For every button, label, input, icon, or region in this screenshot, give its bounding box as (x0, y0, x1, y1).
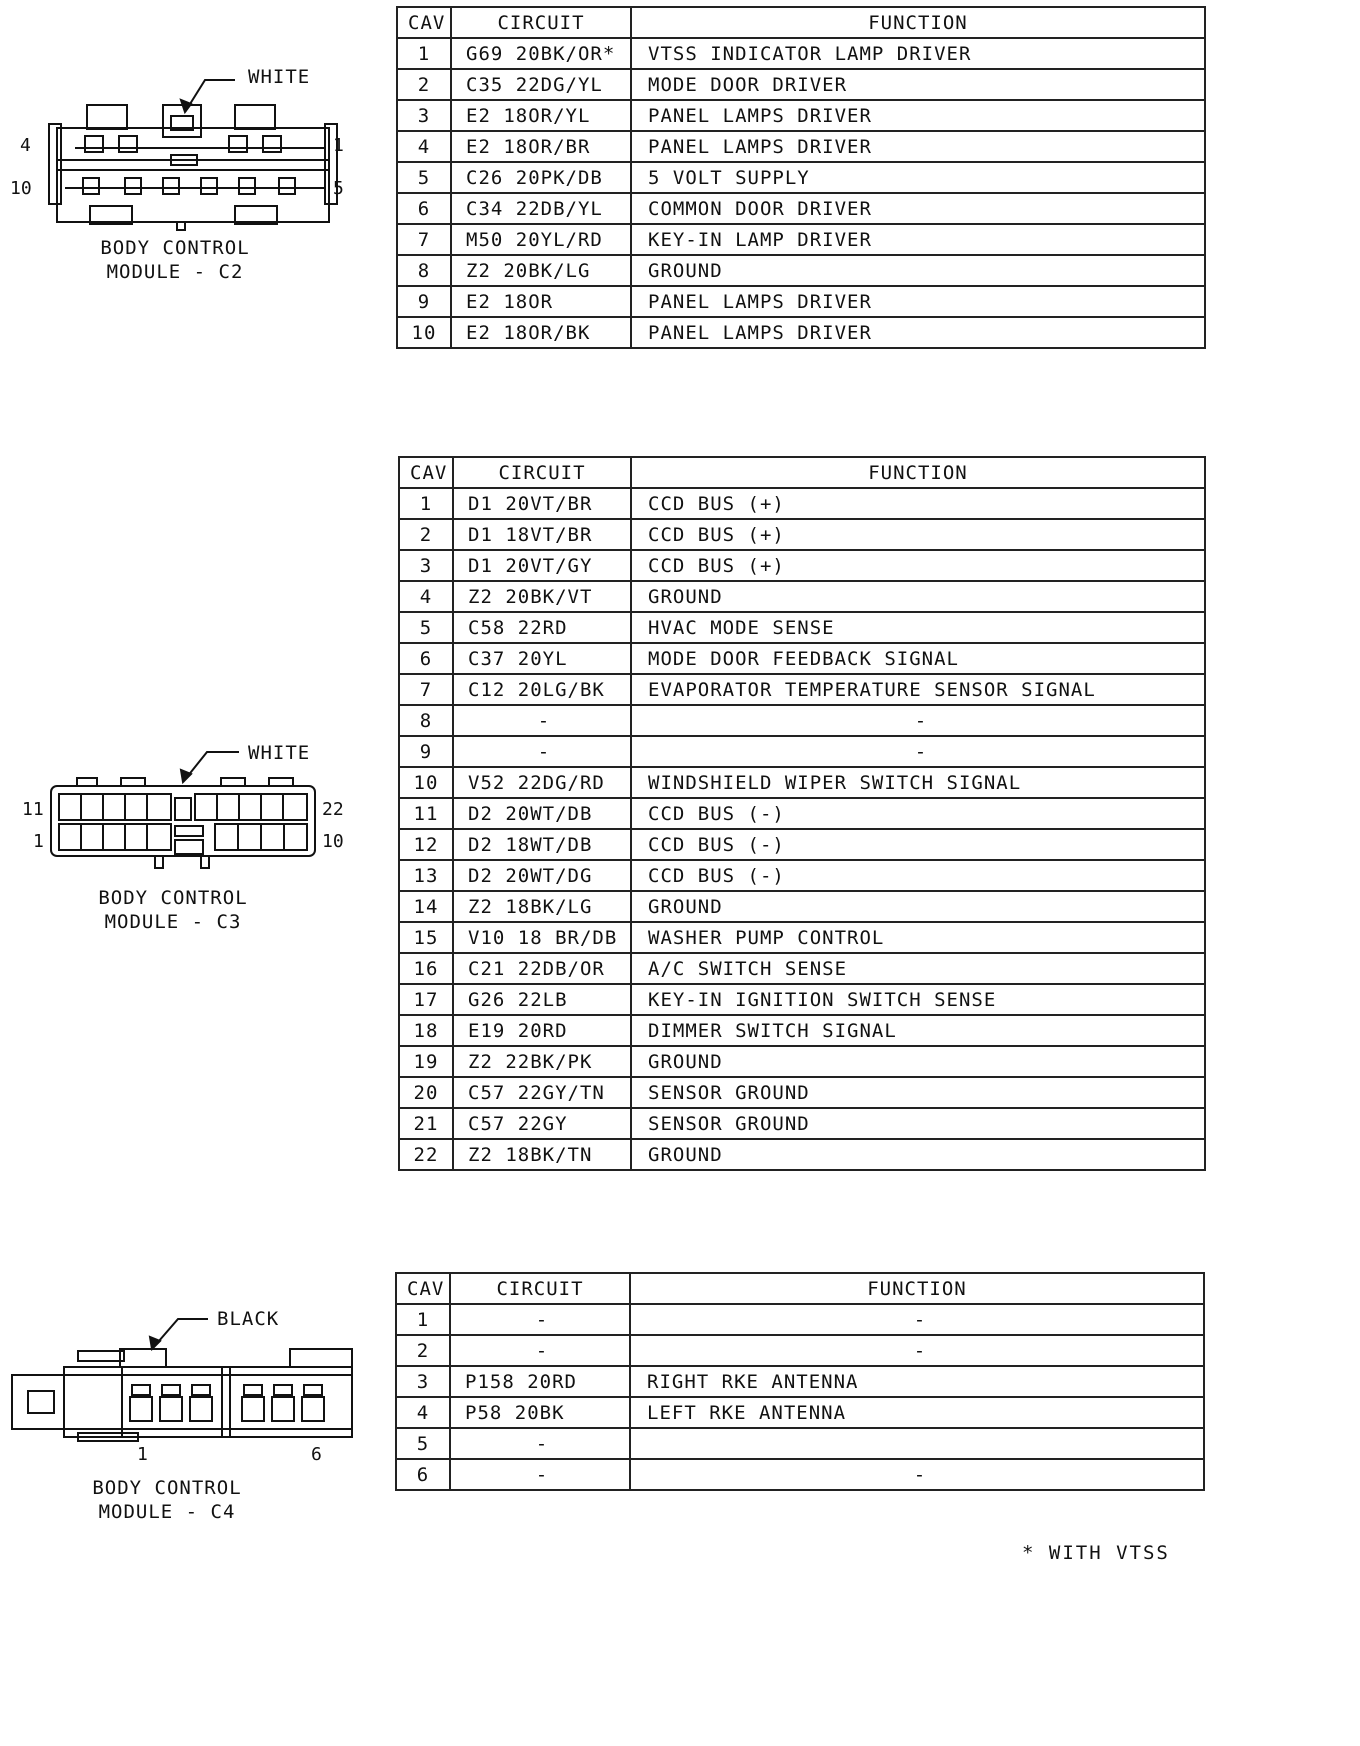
circuit-cell: C58 22RD (453, 612, 631, 643)
cav-cell: 4 (396, 1397, 450, 1428)
cav-cell: 6 (399, 643, 453, 674)
header-function: FUNCTION (631, 457, 1205, 488)
function-cell: PANEL LAMPS DRIVER (631, 286, 1205, 317)
connector-c4-label: BODY CONTROL MODULE - C4 (92, 1477, 242, 1523)
table-row (399, 767, 1205, 798)
table-row (397, 162, 1205, 193)
table-row (399, 488, 1205, 519)
table-header-row (397, 7, 1205, 38)
function-cell: WINDSHIELD WIPER SWITCH SIGNAL (631, 767, 1205, 798)
circuit-cell: Z2 20BK/LG (451, 255, 631, 286)
cav-cell: 1 (397, 38, 451, 69)
cav-cell: 2 (396, 1335, 450, 1366)
cav-cell: 9 (399, 736, 453, 767)
connector-c2-table-body (397, 38, 1205, 348)
function-cell: KEY-IN IGNITION SWITCH SENSE (631, 984, 1205, 1015)
header-cav: CAV (397, 7, 451, 38)
function-cell: CCD BUS (+) (631, 550, 1205, 581)
cav-cell: 7 (399, 674, 453, 705)
table-row (399, 1015, 1205, 1046)
circuit-cell: - (450, 1459, 630, 1490)
circuit-cell: M50 20YL/RD (451, 224, 631, 255)
function-cell: GROUND (631, 255, 1205, 286)
connector-c2-pin-top-left: 4 (20, 135, 31, 156)
circuit-cell: E2 18OR/YL (451, 100, 631, 131)
cav-cell: 19 (399, 1046, 453, 1077)
circuit-cell: D1 20VT/BR (453, 488, 631, 519)
function-cell: HVAC MODE SENSE (631, 612, 1205, 643)
circuit-cell: - (453, 736, 631, 767)
connector-c3-label: BODY CONTROL MODULE - C3 (98, 887, 248, 933)
connector-c4-svg (10, 1305, 360, 1455)
table-row (397, 193, 1205, 224)
header-cav: CAV (396, 1273, 450, 1304)
circuit-cell: P58 20BK (450, 1397, 630, 1428)
table-header-row (396, 1273, 1204, 1304)
table-row (397, 38, 1205, 69)
function-cell: SENSOR GROUND (631, 1077, 1205, 1108)
connector-c2-drawing (35, 60, 365, 240)
function-cell: CCD BUS (+) (631, 488, 1205, 519)
circuit-cell: P158 20RD (450, 1366, 630, 1397)
function-cell: SENSOR GROUND (631, 1108, 1205, 1139)
connector-c3-table (398, 456, 1206, 1171)
function-cell: GROUND (631, 1139, 1205, 1170)
table-row (399, 891, 1205, 922)
table-row (399, 798, 1205, 829)
function-cell: MODE DOOR FEEDBACK SIGNAL (631, 643, 1205, 674)
cav-cell: 2 (397, 69, 451, 100)
circuit-cell: Z2 18BK/TN (453, 1139, 631, 1170)
circuit-cell: - (450, 1428, 630, 1459)
cav-cell: 1 (396, 1304, 450, 1335)
function-cell: PANEL LAMPS DRIVER (631, 100, 1205, 131)
table-row (399, 674, 1205, 705)
cav-cell: 5 (396, 1428, 450, 1459)
connector-c3-pin-bottom-left: 1 (33, 831, 44, 852)
cav-cell: 9 (397, 286, 451, 317)
circuit-cell: Z2 18BK/LG (453, 891, 631, 922)
circuit-cell: C34 22DB/YL (451, 193, 631, 224)
cav-cell: 12 (399, 829, 453, 860)
circuit-cell: E2 18OR/BR (451, 131, 631, 162)
connector-c4-table (395, 1272, 1205, 1491)
connector-c4-pin-left: 1 (137, 1444, 148, 1465)
cav-cell: 18 (399, 1015, 453, 1046)
function-cell: LEFT RKE ANTENNA (630, 1397, 1204, 1428)
function-cell: - (630, 1459, 1204, 1490)
connector-c3-color-label: WHITE (248, 742, 311, 764)
cav-cell: 4 (399, 581, 453, 612)
connector-c3-pin-bottom-right: 10 (322, 831, 344, 852)
table-row (397, 317, 1205, 348)
function-cell: PANEL LAMPS DRIVER (631, 131, 1205, 162)
connector-c2-table (396, 6, 1206, 349)
table-row (396, 1428, 1204, 1459)
connector-c4-pin-right: 6 (311, 1444, 322, 1465)
circuit-cell: C35 22DG/YL (451, 69, 631, 100)
circuit-cell: D1 18VT/BR (453, 519, 631, 550)
circuit-cell: C37 20YL (453, 643, 631, 674)
circuit-cell: C57 22GY (453, 1108, 631, 1139)
table-row (399, 1139, 1205, 1170)
table-row (397, 224, 1205, 255)
circuit-cell: C12 20LG/BK (453, 674, 631, 705)
function-cell: GROUND (631, 891, 1205, 922)
function-cell: CCD BUS (-) (631, 860, 1205, 891)
function-cell: - (630, 1335, 1204, 1366)
table-row (397, 131, 1205, 162)
table-row (399, 984, 1205, 1015)
header-circuit: CIRCUIT (451, 7, 631, 38)
circuit-cell: V52 22DG/RD (453, 767, 631, 798)
table-row (399, 829, 1205, 860)
connector-c4-drawing (10, 1305, 360, 1455)
table-row (397, 69, 1205, 100)
function-cell: - (631, 705, 1205, 736)
function-cell: KEY-IN LAMP DRIVER (631, 224, 1205, 255)
cav-cell: 8 (397, 255, 451, 286)
connector-c3-drawing (35, 740, 365, 880)
table-row (399, 643, 1205, 674)
cav-cell: 3 (397, 100, 451, 131)
cav-cell: 17 (399, 984, 453, 1015)
table-row (396, 1335, 1204, 1366)
table-row (399, 1046, 1205, 1077)
cav-cell: 16 (399, 953, 453, 984)
circuit-cell: E19 20RD (453, 1015, 631, 1046)
connector-c4-color-label: BLACK (217, 1308, 280, 1330)
function-cell: PANEL LAMPS DRIVER (631, 317, 1205, 348)
connector-c2-color-label: WHITE (248, 66, 311, 88)
table-row (399, 953, 1205, 984)
circuit-cell: C57 22GY/TN (453, 1077, 631, 1108)
cav-cell: 21 (399, 1108, 453, 1139)
cav-cell: 2 (399, 519, 453, 550)
function-cell: GROUND (631, 581, 1205, 612)
table-row (396, 1304, 1204, 1335)
function-cell: COMMON DOOR DRIVER (631, 193, 1205, 224)
cav-cell: 11 (399, 798, 453, 829)
connector-c2-label: BODY CONTROL MODULE - C2 (100, 237, 250, 283)
function-cell: CCD BUS (-) (631, 829, 1205, 860)
function-cell: CCD BUS (+) (631, 519, 1205, 550)
function-cell: - (631, 736, 1205, 767)
cav-cell: 8 (399, 705, 453, 736)
table-row (399, 519, 1205, 550)
table-row (397, 255, 1205, 286)
header-circuit: CIRCUIT (453, 457, 631, 488)
cav-cell: 6 (397, 193, 451, 224)
cav-cell: 4 (397, 131, 451, 162)
connector-c3-pin-top-right: 22 (322, 799, 344, 820)
cav-cell: 13 (399, 860, 453, 891)
header-function: FUNCTION (630, 1273, 1204, 1304)
function-cell: 5 VOLT SUPPLY (631, 162, 1205, 193)
cav-cell: 5 (397, 162, 451, 193)
cav-cell: 20 (399, 1077, 453, 1108)
function-cell: CCD BUS (-) (631, 798, 1205, 829)
circuit-cell: - (453, 705, 631, 736)
circuit-cell: C26 20PK/DB (451, 162, 631, 193)
function-cell: RIGHT RKE ANTENNA (630, 1366, 1204, 1397)
table-row (397, 286, 1205, 317)
function-cell: A/C SWITCH SENSE (631, 953, 1205, 984)
table-header-row (399, 457, 1205, 488)
cav-cell: 1 (399, 488, 453, 519)
function-cell: VTSS INDICATOR LAMP DRIVER (631, 38, 1205, 69)
function-cell: EVAPORATOR TEMPERATURE SENSOR SIGNAL (631, 674, 1205, 705)
circuit-cell: - (450, 1304, 630, 1335)
cav-cell: 15 (399, 922, 453, 953)
function-cell: MODE DOOR DRIVER (631, 69, 1205, 100)
cav-cell: 3 (399, 550, 453, 581)
header-cav: CAV (399, 457, 453, 488)
table-row (399, 581, 1205, 612)
circuit-cell: E2 18OR/BK (451, 317, 631, 348)
circuit-cell: D2 18WT/DB (453, 829, 631, 860)
cav-cell: 22 (399, 1139, 453, 1170)
circuit-cell: - (450, 1335, 630, 1366)
circuit-cell: E2 18OR (451, 286, 631, 317)
connector-c3-pin-top-left: 11 (22, 799, 44, 820)
table-row (399, 705, 1205, 736)
function-cell: GROUND (631, 1046, 1205, 1077)
function-cell: DIMMER SWITCH SIGNAL (631, 1015, 1205, 1046)
connector-c2-svg (35, 60, 365, 240)
table-row (396, 1459, 1204, 1490)
header-circuit: CIRCUIT (450, 1273, 630, 1304)
cav-cell: 5 (399, 612, 453, 643)
footnote: * WITH VTSS (1022, 1542, 1170, 1564)
function-cell: - (630, 1304, 1204, 1335)
cav-cell: 10 (397, 317, 451, 348)
function-cell (630, 1428, 1204, 1459)
cav-cell: 3 (396, 1366, 450, 1397)
cav-cell: 10 (399, 767, 453, 798)
circuit-cell: G69 20BK/OR* (451, 38, 631, 69)
header-function: FUNCTION (631, 7, 1205, 38)
circuit-cell: Z2 20BK/VT (453, 581, 631, 612)
circuit-cell: C21 22DB/OR (453, 953, 631, 984)
function-cell: WASHER PUMP CONTROL (631, 922, 1205, 953)
table-row (396, 1366, 1204, 1397)
table-row (396, 1397, 1204, 1428)
connector-c4-table-body (396, 1304, 1204, 1490)
table-row (399, 612, 1205, 643)
cav-cell: 6 (396, 1459, 450, 1490)
circuit-cell: D1 20VT/GY (453, 550, 631, 581)
circuit-cell: D2 20WT/DB (453, 798, 631, 829)
connector-c3-table-body (399, 488, 1205, 1170)
table-row (399, 736, 1205, 767)
connector-c2-pin-bottom-right: 5 (333, 178, 344, 199)
connector-c3-svg (35, 740, 365, 880)
circuit-cell: V10 18 BR/DB (453, 922, 631, 953)
table-row (399, 860, 1205, 891)
connector-c2-pin-top-right: 1 (333, 135, 344, 156)
table-row (397, 100, 1205, 131)
cav-cell: 7 (397, 224, 451, 255)
table-row (399, 550, 1205, 581)
table-row (399, 1077, 1205, 1108)
circuit-cell: Z2 22BK/PK (453, 1046, 631, 1077)
connector-c2-pin-bottom-left: 10 (10, 178, 32, 199)
table-row (399, 1108, 1205, 1139)
cav-cell: 14 (399, 891, 453, 922)
circuit-cell: G26 22LB (453, 984, 631, 1015)
table-row (399, 922, 1205, 953)
circuit-cell: D2 20WT/DG (453, 860, 631, 891)
